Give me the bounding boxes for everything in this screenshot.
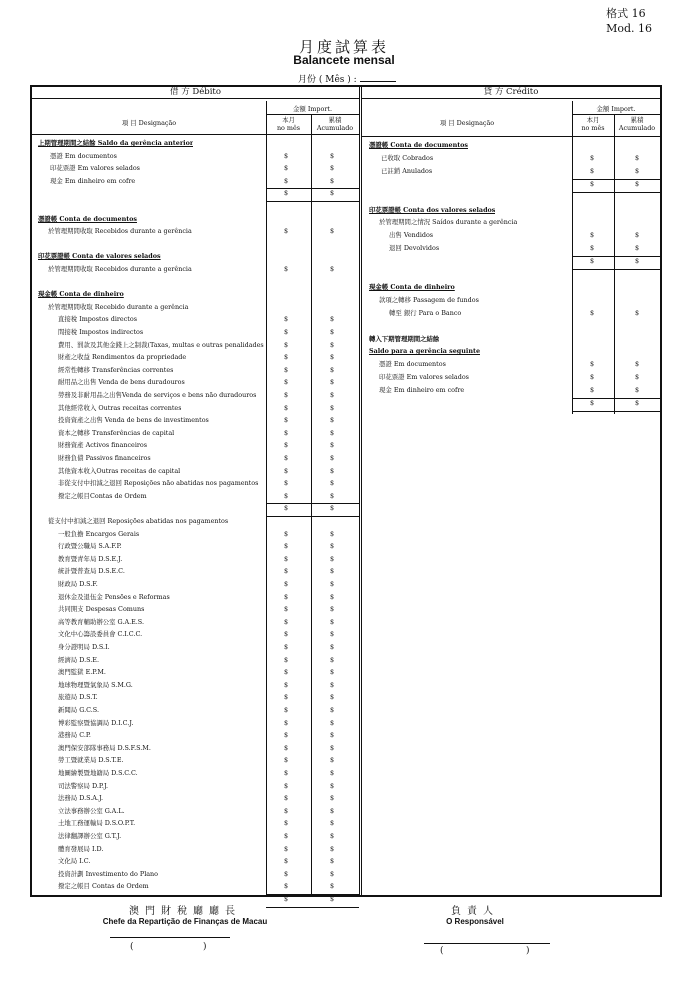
responsible-paren-close: ) [526,946,530,956]
amount-accum-cell[interactable]: $ [330,466,335,475]
credit-col-month: 本月 no mês [581,116,605,132]
page-title-zh: 月度試算表 [298,38,389,56]
row-label: 現金 Em dinheiro em cofre [379,386,465,395]
amount-month-cell[interactable]: $ [284,718,289,727]
amount-accum-cell[interactable]: $ [330,416,335,425]
subtotal-rule [572,398,660,399]
amount-accum-cell[interactable]: $ [330,806,335,815]
amount-month-cell[interactable]: $ [284,832,289,840]
responsible-signature-line[interactable] [424,943,550,944]
amount-accum-cell[interactable]: $ [330,592,335,601]
amount-month-cell[interactable]: $ [284,164,289,173]
amount-accum-cell[interactable]: $ [635,308,640,317]
amount-accum-cell[interactable]: $ [635,231,640,240]
amount-accum-cell[interactable]: $ [330,731,335,740]
amount-month-cell[interactable]: $ [284,479,289,488]
row-label: 非從支付中扣減之退回 Reposições não abatidas nos pagamentos [58,479,259,488]
amount-month-cell[interactable]: $ [284,328,289,336]
amount-month-cell[interactable]: $ [284,630,289,639]
credit-amount-column-divider [572,101,573,414]
amount-month-cell[interactable]: $ [284,542,289,551]
row-label: 現金 Em dinheiro em cofre [50,176,136,185]
amount-accum-cell[interactable]: $ [330,857,335,866]
row-label: 已收取 Cobrados [381,153,434,162]
signature-block-chief [70,902,300,926]
debit-col-month: 本月 no mês [276,116,301,132]
amount-month-cell[interactable]: $ [284,151,289,160]
subtotal-rule [572,192,660,193]
row-label: 從支付中扣減之退回 Reposições abatidas nos pagamentos [48,517,229,525]
amount-accum-cell[interactable]: $ [330,781,335,790]
chief-title-zh: 澳門財稅廳廳長 [129,906,241,917]
amount-month-cell[interactable]: $ [284,592,289,601]
row-label: 於管理期間之情況 Saídos durante a gerência [379,218,518,227]
amount-accum-cell[interactable]: $ [330,151,335,160]
row-label: 法務局 D.S.A.J. [58,794,104,803]
amount-accum-cell[interactable]: $ [330,491,335,500]
row-label: 旅遊局 D.S.T. [58,693,98,702]
form-code-pt: Mod. 16 [606,22,652,35]
amount-month-cell[interactable]: $ [284,554,289,563]
amount-accum-cell[interactable]: $ [330,189,335,198]
month-label: 月份 ( Mês ) : [298,75,357,85]
amount-month-cell[interactable]: $ [284,378,289,387]
row-label: 財務負債 Passivos financeiros [58,454,151,462]
amount-accum-cell[interactable]: $ [330,718,335,727]
subtotal-rule [572,179,660,180]
row-label: 轉至 銀行 Para o Banco [389,308,462,317]
amount-month-cell[interactable]: $ [284,857,289,866]
responsible-paren-open: ( [440,946,444,956]
row-label: 財務資產 Activos financeiros [58,441,148,450]
amount-accum-cell[interactable]: $ [330,227,335,236]
row-label: 退休金及退伍金 Pensões e Reformas [58,592,170,601]
amount-month-cell[interactable]: $ [590,373,595,382]
amount-accum-cell[interactable]: $ [330,340,335,349]
amount-accum-cell[interactable]: $ [330,441,335,450]
amount-accum-cell[interactable]: $ [330,756,335,765]
chief-signature-line[interactable] [110,937,230,938]
debit-header-bottom-line [32,134,359,135]
row-label: 間接稅 Impostos indirectos [58,328,144,336]
row-label: 澳門保安部隊事務局 D.S.F.S.M. [58,743,151,752]
row-label: 地圖繪製暨地籍局 D.S.C.C. [58,769,138,777]
amount-month-cell[interactable]: $ [284,580,289,588]
amount-accum-cell[interactable]: $ [330,832,335,840]
amount-month-cell[interactable]: $ [284,265,289,273]
row-label: 憑證 Em documentos [50,151,117,160]
amount-month-cell[interactable]: $ [590,257,595,266]
amount-accum-cell[interactable]: $ [330,769,335,777]
amount-month-cell[interactable]: $ [284,743,289,752]
amount-accum-cell[interactable]: $ [330,882,335,891]
amount-accum-cell[interactable]: $ [635,153,640,162]
amount-accum-cell[interactable]: $ [330,428,335,437]
amount-accum-cell[interactable]: $ [330,164,335,173]
amount-month-cell[interactable]: $ [284,781,289,790]
amount-accum-cell[interactable]: $ [635,386,640,395]
amount-month-cell[interactable]: $ [590,244,595,253]
amount-month-cell[interactable]: $ [284,706,289,714]
amount-month-cell[interactable]: $ [284,895,289,903]
amount-month-cell[interactable]: $ [590,308,595,317]
credit-title: 貸 方 Crédito [362,87,660,99]
amount-accum-cell[interactable]: $ [330,743,335,752]
amount-accum-cell[interactable]: $ [330,554,335,563]
amount-month-cell[interactable]: $ [284,794,289,803]
amount-month-cell[interactable]: $ [284,189,289,198]
row-label: 現金帳 Conta de dinheiro [38,290,124,299]
month-input-line[interactable] [360,73,396,82]
row-label: 直接稅 Impostos directos [58,315,137,324]
row-label: 現金帳 Conta de dinheiro [369,282,455,291]
row-label: 港務局 C.P. [58,731,91,740]
amount-month-cell[interactable]: $ [284,416,289,425]
amount-accum-cell[interactable]: $ [635,399,640,407]
credit-col-designation: 項 目 Designação [439,119,495,127]
amount-accum-cell[interactable]: $ [635,257,640,266]
debit-month-accum-divider [311,114,312,897]
amount-accum-cell[interactable]: $ [330,529,335,538]
amount-accum-cell[interactable]: $ [330,605,335,614]
row-label: 印花票證帳 Conta dos valores selados [369,205,496,214]
amount-month-cell[interactable]: $ [284,491,289,500]
row-label: 憑證 Em documentos [379,360,446,369]
row-label: 投資計劃 Investimento do Plano [58,869,159,878]
credit-amount-subheader-line [572,114,660,115]
amount-accum-cell[interactable]: $ [330,895,335,903]
amount-month-cell[interactable]: $ [284,756,289,765]
form-code [606,6,652,36]
chief-title-pt: Chefe da Repartição de Finanças de Macau [102,917,268,926]
amount-accum-cell[interactable]: $ [330,315,335,324]
amount-month-cell[interactable]: $ [284,340,289,349]
amount-accum-cell[interactable]: $ [330,353,335,362]
amount-accum-cell[interactable]: $ [330,265,335,273]
amount-month-cell[interactable]: $ [590,166,595,175]
row-label: 轉入下期管理期間之結餘 [369,334,440,343]
amount-accum-cell[interactable]: $ [635,179,640,188]
month-field [298,72,396,85]
amount-accum-cell[interactable]: $ [330,403,335,412]
amount-accum-cell[interactable]: $ [330,693,335,702]
row-label: 其他經常收入 Outras receitas correntes [58,403,182,412]
row-label: 於管理期間收取 Recebidos durante a gerência [48,227,192,236]
amount-month-cell[interactable]: $ [590,153,595,162]
amount-month-cell[interactable]: $ [284,605,289,614]
amount-accum-cell[interactable]: $ [330,479,335,488]
amount-accum-cell[interactable]: $ [330,391,335,399]
subtotal-rule [266,201,359,202]
amount-month-cell[interactable]: $ [590,179,595,188]
amount-accum-cell[interactable]: $ [330,365,335,374]
row-label: 共同開支 Despesas Comuns [58,605,145,614]
row-label: 費用、罰款及其他金錢上之制裁(Taxas, multas e outras penalidades [58,340,264,349]
row-label: 文化中心籌設委員會 C.I.C.C. [58,630,143,639]
amount-month-cell[interactable]: $ [284,806,289,815]
responsible-title-zh: 負責人 [451,906,499,917]
amount-month-cell[interactable]: $ [284,227,289,236]
row-label: 上期管理期間之結餘 Saldo da gerência anterior [38,139,194,147]
credit-col-accum: 累積 Acumulado [618,116,656,132]
amount-accum-cell[interactable]: $ [330,844,335,853]
amount-month-cell[interactable]: $ [284,655,289,664]
row-label: 高等教育輔助辦公室 G.A.E.S. [58,617,144,626]
row-label: 印花票證帳 Conta de valores selados [38,252,161,261]
amount-accum-cell[interactable]: $ [330,794,335,803]
amount-accum-cell[interactable]: $ [635,373,640,382]
amount-accum-cell[interactable]: $ [330,542,335,551]
row-label: 統計暨普查局 D.S.E.C. [58,567,125,576]
row-label: 勞工暨就業局 D.S.T.E. [58,756,124,765]
amount-month-cell[interactable]: $ [284,693,289,702]
amount-accum-cell[interactable]: $ [330,643,335,651]
row-label: 於管理期間收取 Recebidos durante a gerência [48,265,192,273]
chief-paren-close: ) [203,942,207,952]
amount-accum-cell[interactable]: $ [635,360,640,369]
row-label: 財政局 D.S.F. [58,580,98,588]
row-label: 印花票證 Em valores selados [50,164,140,173]
responsible-title-pt: O Responsável [446,917,504,926]
amount-month-cell[interactable]: $ [284,617,289,626]
amount-accum-cell[interactable]: $ [330,819,335,828]
amount-month-cell[interactable]: $ [284,391,289,399]
row-label: 出售 Vendidos [389,231,434,240]
row-label: 款項之轉移 Passagem de fundos [379,295,479,304]
subtotal-rule [266,894,359,895]
row-label: 新聞局 G.C.S. [58,706,99,714]
amount-month-cell[interactable]: $ [284,466,289,475]
credit-month-accum-divider [614,114,615,414]
amount-accum-cell[interactable]: $ [330,869,335,878]
amount-month-cell[interactable]: $ [284,731,289,740]
amount-month-cell[interactable]: $ [284,176,289,185]
row-label: 憑證帳 Conta de documentos [38,214,138,223]
row-label: 退回 Devolvidos [389,244,440,253]
amount-month-cell[interactable]: $ [590,231,595,240]
amount-accum-cell[interactable]: $ [330,580,335,588]
amount-month-cell[interactable]: $ [284,315,289,324]
debit-col-designation: 項 目 Designação [121,119,177,127]
row-label: 資本之轉移 Transferências de capital [58,428,175,437]
amount-month-cell[interactable]: $ [284,680,289,689]
amount-accum-cell[interactable]: $ [330,454,335,462]
signature-block-responsible [400,902,550,926]
amount-month-cell[interactable]: $ [284,441,289,450]
row-label: 經常性轉移 Transferências correntes [58,365,174,374]
row-label: 身分證明局 D.S.I. [58,643,110,651]
row-label: 文化局 I.C. [58,857,91,866]
amount-month-cell[interactable]: $ [284,643,289,651]
row-label: 立法事務辦公室 G.A.L. [58,806,125,815]
row-label: 一般負擔 Encargos Gerais [58,529,140,538]
page-title-pt: Balancete mensal [293,53,395,67]
amount-month-cell[interactable]: $ [284,454,289,462]
row-label: 經濟局 D.S.E. [58,655,100,664]
amount-month-cell[interactable]: $ [590,360,595,369]
amount-month-cell[interactable]: $ [284,668,289,677]
row-label: 投資資產之出售 Venda de bens de investimentos [58,416,209,425]
debit-amount-column-divider [266,101,267,897]
row-label: 印花票證 Em valores selados [379,373,469,382]
row-label: 於管理期間收取 Recebido durante a gerência [48,302,189,311]
debit-title: 借 方 Débito [32,87,359,99]
subtotal-rule [572,269,660,270]
amount-accum-cell[interactable]: $ [330,504,335,513]
subtotal-rule [572,411,660,412]
amount-month-cell[interactable]: $ [284,403,289,412]
debit-amount-subheader-line [266,114,359,115]
amount-accum-cell[interactable]: $ [330,668,335,677]
row-label: 撥定之帳目 Contas de Ordem [58,882,149,891]
amount-month-cell[interactable]: $ [284,882,289,891]
chief-paren-open: ( [130,942,134,952]
subtotal-rule [266,516,359,517]
amount-month-cell[interactable]: $ [284,353,289,362]
credit-header-bottom-line [362,136,660,137]
row-label: 教育暨青年局 D.S.E.J. [58,554,123,563]
row-label: 行政暨公職局 S.A.F.P. [58,542,122,551]
amount-month-cell[interactable]: $ [284,769,289,777]
row-label: 博彩監察暨協調局 D.I.C.J. [58,718,134,727]
row-label: 其他資本收入Outras receitas de capital [58,466,181,475]
subtotal-rule [266,188,359,189]
amount-accum-cell[interactable]: $ [330,378,335,387]
row-label: 司法警察局 D.P.J. [58,781,109,790]
amount-month-cell[interactable]: $ [284,819,289,828]
row-label: 地球物理暨氣象局 S.M.G. [58,680,133,689]
row-label: 體育發展局 I.D. [58,844,104,853]
amount-month-cell[interactable]: $ [284,869,289,878]
amount-accum-cell[interactable]: $ [330,706,335,714]
row-label: 耐用品之出售 Venda de bens duradouros [58,378,185,387]
amount-accum-cell[interactable]: $ [330,680,335,689]
subtotal-rule [572,256,660,257]
amount-accum-cell[interactable]: $ [330,630,335,639]
debit-col-amount: 金額 Import. [293,105,332,113]
row-label: 勞務及非耐用品之出售Venda de serviços e bens não duradouros [58,391,257,399]
row-label: Saldo para a gerência seguinte [369,347,481,356]
credit-col-amount: 金額 Import. [596,105,636,113]
amount-month-cell[interactable]: $ [284,504,289,513]
amount-month-cell[interactable]: $ [284,428,289,437]
row-label: 撥定之帳目Contas de Ordem [58,491,147,500]
amount-month-cell[interactable]: $ [284,567,289,576]
amount-month-cell[interactable]: $ [590,386,595,395]
row-label: 土地工務運輸局 D.S.O.P.T. [58,819,136,828]
amount-accum-cell[interactable]: $ [635,244,640,253]
amount-accum-cell[interactable]: $ [330,328,335,336]
row-label: 澳門監獄 E.P.M. [58,668,106,677]
amount-month-cell[interactable]: $ [590,399,595,407]
row-label: 憑證帳 Conta de documentos [369,141,469,149]
form-code-zh: 格式 16 [606,7,646,20]
amount-accum-cell[interactable]: $ [330,567,335,576]
amount-accum-cell[interactable]: $ [330,176,335,185]
row-label: 法律翻譯辦公室 G.T.J. [58,832,122,840]
table-center-divider [359,85,362,897]
amount-month-cell[interactable]: $ [284,365,289,374]
row-label: 財產之收益 Rendimentos da propriedade [58,353,187,362]
amount-month-cell[interactable]: $ [284,529,289,538]
amount-accum-cell[interactable]: $ [330,617,335,626]
amount-accum-cell[interactable]: $ [635,166,640,175]
subtotal-rule [266,503,359,504]
amount-accum-cell[interactable]: $ [330,655,335,664]
row-label: 已註銷 Anulados [381,166,433,175]
amount-month-cell[interactable]: $ [284,844,289,853]
debit-col-accum: 累積 Acumulado [316,116,354,132]
